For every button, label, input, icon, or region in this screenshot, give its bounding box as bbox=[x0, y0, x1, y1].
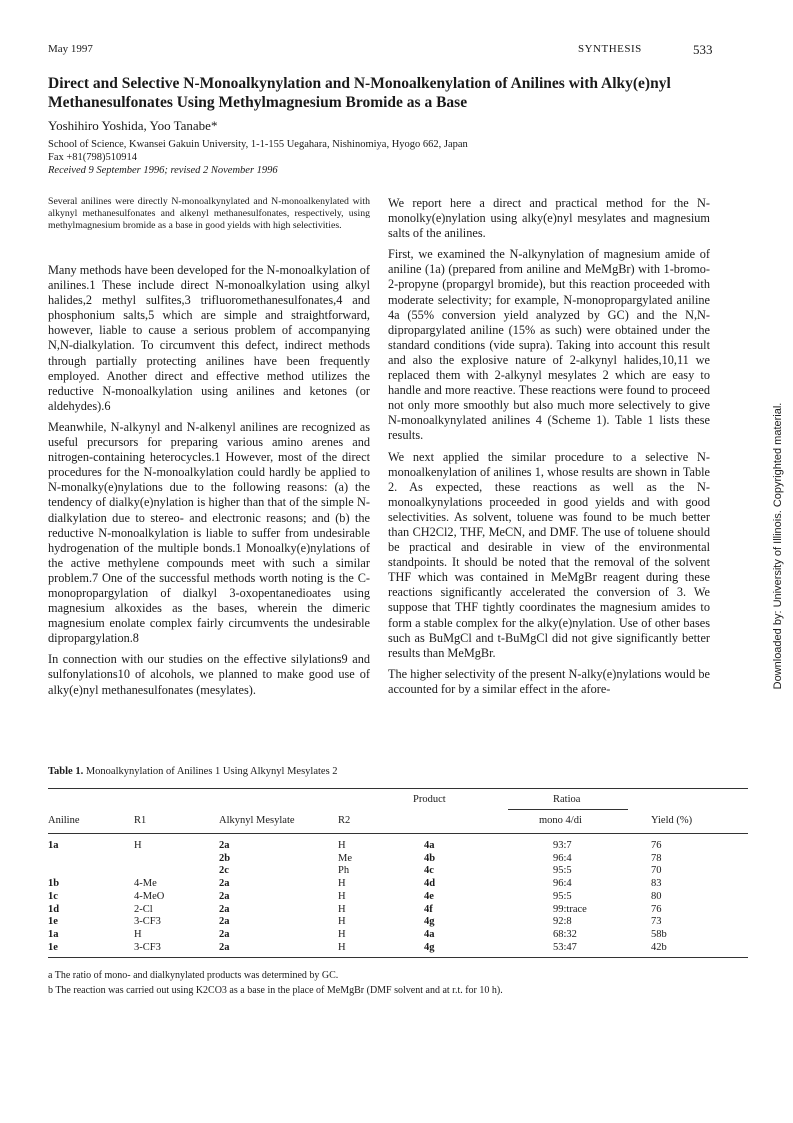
cell-r1: H bbox=[134, 928, 142, 940]
table-row bbox=[48, 904, 748, 916]
cell-ratio: 92:8 bbox=[553, 916, 572, 928]
cell-product: 4d bbox=[424, 878, 436, 890]
cell-product: 4c bbox=[424, 865, 434, 877]
cell-mesylate: 2a bbox=[219, 890, 230, 902]
header-date: May 1997 bbox=[48, 43, 93, 55]
cell-ratio: 93:7 bbox=[553, 840, 572, 851]
authors: Yoshihiro Yoshida, Yoo Tanabe* bbox=[48, 118, 218, 133]
footnote-b: b The reaction was carried out using K2CO3 as a base in the place of MeMgBr (DMF solvent and at r.t. for 10 h). bbox=[48, 985, 503, 996]
cell-yield: 76 bbox=[651, 840, 662, 851]
cell-yield: 70 bbox=[651, 865, 662, 877]
cell-ratio: 99:trace bbox=[553, 903, 587, 915]
paragraph: Meanwhile, N-alkynyl and N-alkenyl anilines are recognized as useful precursors for preparing various amino arenes and nitrogen-containing heterocycles.1 However, most of the direct procedures for the N-monoalkylation could hardly be applied to N-monalky(e)nylations due to the following reasons: (a) the tendency of dialky(e)nylation is higher than that of the simple N-dialkylation due to stereo- and electronic reasons; and (b) the reductive N-monoalkylation is liable to suffer from undesirable hydrogenation of the multiple bonds.1 Monoalky(e)nylations of the active methylene compounds meet with such a similar problem.7 One of the successful methods worth noting is the C-monopropargylation of dialkyl 3-oxopentanedioates using magnesium alkoxides as the bases, wherein the dimeric magnesium enolate complex fairly circumvents the undesirable dipropargylation.8 bbox=[48, 419, 370, 646]
cell-mesylate: 2c bbox=[219, 865, 229, 877]
cell-product: 4g bbox=[424, 916, 435, 928]
cell-aniline: 1e bbox=[48, 916, 58, 928]
cell-aniline: 1c bbox=[48, 890, 58, 902]
cell-r1: 4-Me bbox=[134, 878, 157, 890]
table-row bbox=[48, 916, 748, 928]
cell-aniline: 1b bbox=[48, 878, 60, 890]
table-row bbox=[48, 840, 748, 852]
paragraph: We report here a direct and practical method for the N-monolky(e)nylation using alky(e)nyl mesylates and magnesium salts of the anilines. bbox=[388, 196, 710, 241]
cell-product: 4f bbox=[424, 903, 433, 915]
cell-aniline: 1a bbox=[48, 840, 59, 851]
header-aniline: Aniline bbox=[48, 815, 80, 826]
table-rule-mid bbox=[48, 833, 748, 834]
article-title: Direct and Selective N-Monoalkynylation and N-Monoalkenylation of Anilines with Alky(e)nyl Methanesulfonates Using Methylmagnesium Bromide as a Base bbox=[48, 75, 671, 111]
cell-ratio: 96:4 bbox=[553, 878, 572, 890]
header-product: Product bbox=[413, 794, 446, 805]
cell-r1: 4-MeO bbox=[134, 890, 165, 902]
cell-yield: 58b bbox=[651, 928, 667, 940]
cell-mesylate: 2b bbox=[219, 852, 231, 864]
cell-mesylate: 2a bbox=[219, 840, 230, 851]
cell-mesylate: 2a bbox=[219, 941, 230, 953]
cell-r2: H bbox=[338, 941, 346, 953]
cell-product: 4a bbox=[424, 928, 435, 940]
cell-mesylate: 2a bbox=[219, 903, 230, 915]
paragraph: First, we examined the N-alkynylation of magnesium amide of aniline (1a) (prepared from aniline and MeMgBr) with 1-bromo-2-propyne (propargyl bromide), but this reaction proceeded with moderate selectivity; for example, N-monopropargylated aniline 4a (55% conversion yield analyzed by GC) and the N,N-dipropargylated aniline (15% as such) were obtained under the standard conditions (vide supra). Taking into account this result and also the explosive nature of 2-alkynyl halides,10,11 we replaced them with 2-alkynyl mesylates 2 which are easy to handle and more reactive. These reactions were found to proceed not only more smoothly but also much more selectively to give N-monoalkynylated anilines 4 (Scheme 1). Table 1 lists these results. bbox=[388, 247, 710, 443]
header-journal: SYNTHESIS bbox=[578, 43, 642, 55]
body-column-left bbox=[48, 263, 370, 704]
header-ratio: Ratioa bbox=[553, 794, 581, 805]
table-row bbox=[48, 891, 748, 903]
cell-r1: 3-CF3 bbox=[134, 941, 161, 953]
cell-product: 4e bbox=[424, 890, 434, 902]
fax: Fax +81(798)510914 bbox=[48, 152, 138, 163]
cell-r1: 2-Cl bbox=[134, 903, 153, 915]
abstract: Several anilines were directly N-monoalkynylated and N-monoalkenylated with alkynyl methanesulfonates and alkenyl methanesulfonates, respectively, using methylmagnesium bromide as a base in good yields with high selectivities. bbox=[48, 196, 370, 231]
table-row bbox=[48, 865, 748, 877]
cell-aniline: 1e bbox=[48, 941, 58, 953]
header-mesylate: Alkynyl Mesylate bbox=[219, 815, 295, 826]
cell-ratio: 68:32 bbox=[553, 928, 577, 940]
table-row bbox=[48, 853, 748, 865]
cell-r2: H bbox=[338, 903, 346, 915]
footnote-a: a The ratio of mono- and dialkynylated products was determined by GC. bbox=[48, 970, 339, 981]
table-title: Monoalkynylation of Anilines 1 Using Alkynyl Mesylates 2 bbox=[85, 766, 338, 777]
paragraph: Many methods have been developed for the N-monoalkylation of anilines.1 These include direct N-monoalkylation using alkyl halides,2 methyl sulfites,3 trifluoromethanesulfonates,4 and phosphonium salts,5 which are simple and straightforward, however, liable to cause a serious problem of accompanying N,N-dialkylation. To circumvent this defect, indirect methods through partially protecting anilines have been frequently employed. Another direct and effective method utilizes the reductive N-monoalkylation using anilines and ketones (or aldehydes).6 bbox=[48, 263, 370, 413]
affiliation: School of Science, Kwansei Gakuin University, 1-1-155 Uegahara, Nishinomiya, Hyogo 662, Japan bbox=[48, 139, 468, 150]
header-yield: Yield (%) bbox=[651, 815, 693, 826]
paragraph: The higher selectivity of the present N-alky(e)nylations would be accounted for by a similar effect in the afore- bbox=[388, 666, 710, 696]
paragraph: We next applied the similar procedure to a selective N-monoalkenylation of anilines 1, whose results are shown in Table 2. As expected, these reactions as well as the N-monoalkynylations proceeded in good yields and with good selectivities. As solvent, toluene was found to be much better than CH2Cl2, THF, MeCN, and DMF. The use of toluene should be practical and desirable in view of the environmental standpoints. It should be noted that the removal of the solvent THF which was contained in MeMgBr reagent during these reactions significantly accelerated the conversion of 3. We suppose that THF tightly coordinates the magnesium amides to form a stable complex for the alky(e)nylation. Use of other bases such as BuMgCl and t-BuMgCl did not give significantly better results than MeMgBr. bbox=[388, 449, 710, 660]
table-label: Table 1. bbox=[48, 766, 84, 777]
table-row bbox=[48, 929, 748, 941]
header-r1: R1 bbox=[134, 815, 147, 826]
cell-yield: 83 bbox=[651, 878, 662, 890]
cell-product: 4b bbox=[424, 852, 436, 864]
cell-yield: 78 bbox=[651, 852, 662, 864]
cell-r2: Me bbox=[338, 852, 352, 864]
cell-r2: Ph bbox=[338, 865, 350, 877]
ratio-rule bbox=[508, 809, 628, 810]
cell-yield: 73 bbox=[651, 916, 662, 928]
table-rule-bottom bbox=[48, 957, 748, 958]
cell-yield: 42b bbox=[651, 941, 667, 953]
table-rule-top bbox=[48, 788, 748, 789]
body-column-right bbox=[388, 196, 710, 703]
cell-r2: H bbox=[338, 916, 346, 928]
header-r2: R2 bbox=[338, 815, 351, 826]
header-page-number: 533 bbox=[693, 42, 713, 57]
cell-ratio: 96:4 bbox=[553, 852, 572, 864]
cell-mesylate: 2a bbox=[219, 916, 230, 928]
cell-ratio: 53:47 bbox=[553, 941, 577, 953]
table-caption bbox=[48, 766, 338, 777]
table-row bbox=[48, 942, 748, 954]
cell-r1: H bbox=[134, 840, 142, 851]
cell-r2: H bbox=[338, 840, 346, 851]
cell-r2: H bbox=[338, 928, 346, 940]
cell-r2: H bbox=[338, 890, 346, 902]
header-ratio-sub: mono 4/di bbox=[539, 815, 582, 826]
cell-r2: H bbox=[338, 878, 346, 890]
cell-ratio: 95:5 bbox=[553, 890, 572, 902]
cell-mesylate: 2a bbox=[219, 878, 230, 890]
cell-product: 4g bbox=[424, 941, 435, 953]
cell-mesylate: 2a bbox=[219, 928, 230, 940]
cell-r1: 3-CF3 bbox=[134, 916, 161, 928]
cell-yield: 80 bbox=[651, 890, 662, 902]
received-dates: Received 9 September 1996; revised 2 November 1996 bbox=[48, 165, 278, 176]
cell-aniline: 1a bbox=[48, 928, 59, 940]
table-row bbox=[48, 878, 748, 890]
paragraph: In connection with our studies on the effective silylations9 and sulfonylations10 of alcohols, we planned to make good use of alky(e)nyl methanesulfonates (mesylates). bbox=[48, 652, 370, 697]
cell-ratio: 95:5 bbox=[553, 865, 572, 877]
cell-yield: 76 bbox=[651, 903, 662, 915]
watermark-text: Downloaded by: University of Illinois. Copyrighted material. bbox=[772, 402, 784, 690]
cell-aniline: 1d bbox=[48, 903, 60, 915]
cell-product: 4a bbox=[424, 840, 435, 851]
affiliation-block bbox=[48, 138, 468, 164]
